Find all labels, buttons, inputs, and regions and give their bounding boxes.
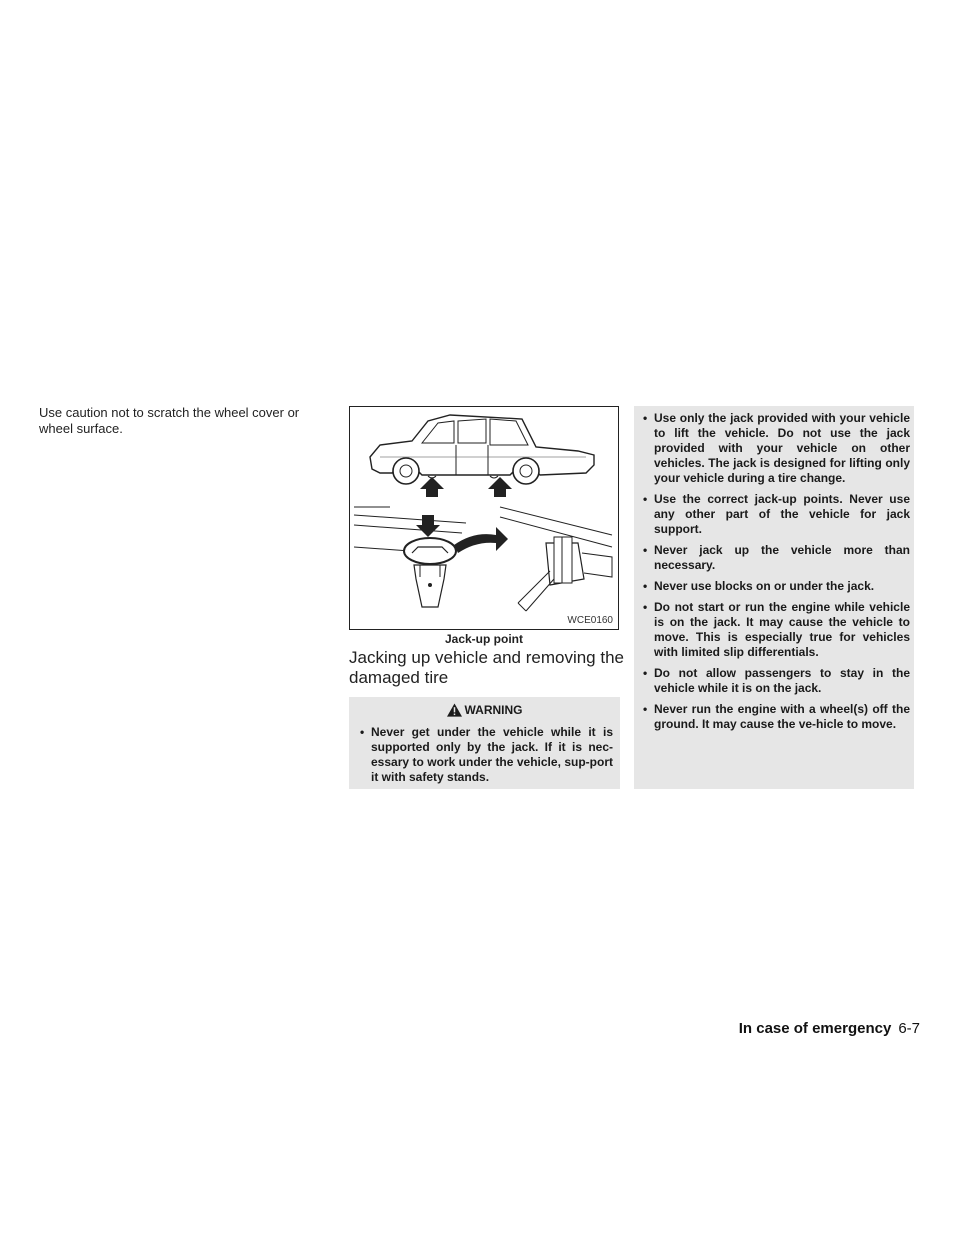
warning-item: • Use the correct jack-up points. Never use any other part of the vehicle for jack support.	[639, 492, 910, 537]
warning-item: • Do not start or run the engine while vehicle is on the jack. It may cause the vehicle to move. This is especially true for vehicles with limited slip differentials.	[639, 600, 910, 660]
section-title: Jacking up vehicle and removing the damaged tire	[349, 648, 624, 687]
warning-list-part2	[639, 411, 910, 732]
warning-item: • Never get under the vehicle while it is supported only by the jack. If it is nec-essary to work under the vehicle, sup-port it with safety stands.	[356, 725, 613, 785]
warning-header	[356, 703, 613, 717]
warning-item: • Never use blocks on or under the jack.	[639, 579, 910, 594]
page-number: 6-7	[898, 1020, 920, 1037]
warning-box	[349, 697, 620, 789]
warning-list-part1	[356, 725, 613, 785]
figure-caption: Jack-up point	[444, 632, 523, 646]
warning-item: • Do not allow passengers to stay in the vehicle while it is on the jack.	[639, 666, 910, 696]
car-jack-illustration	[350, 407, 618, 629]
warning-triangle-icon	[447, 703, 462, 717]
footer-section-title: In case of emergency	[738, 1020, 892, 1037]
warning-item: • Never run the engine with a wheel(s) off the ground. It may cause the ve-hicle to move.	[639, 702, 910, 732]
warning-label: WARNING	[464, 703, 523, 717]
warning-item: • Never jack up the vehicle more than necessary.	[639, 543, 910, 573]
intro-column	[39, 405, 335, 437]
figure-code: WCE0160	[567, 615, 613, 626]
warning-item: • Use only the jack provided with your vehicle to lift the vehicle. Do not use the jack provided with your vehicle on other vehicles. The jack is designed for lifting only your vehicle during a tire change.	[639, 411, 910, 486]
warning-continuation	[634, 406, 914, 789]
page-footer	[739, 1020, 920, 1037]
jack-up-figure	[349, 406, 619, 630]
intro-text: Use caution not to scratch the wheel cover or wheel surface.	[39, 405, 300, 436]
